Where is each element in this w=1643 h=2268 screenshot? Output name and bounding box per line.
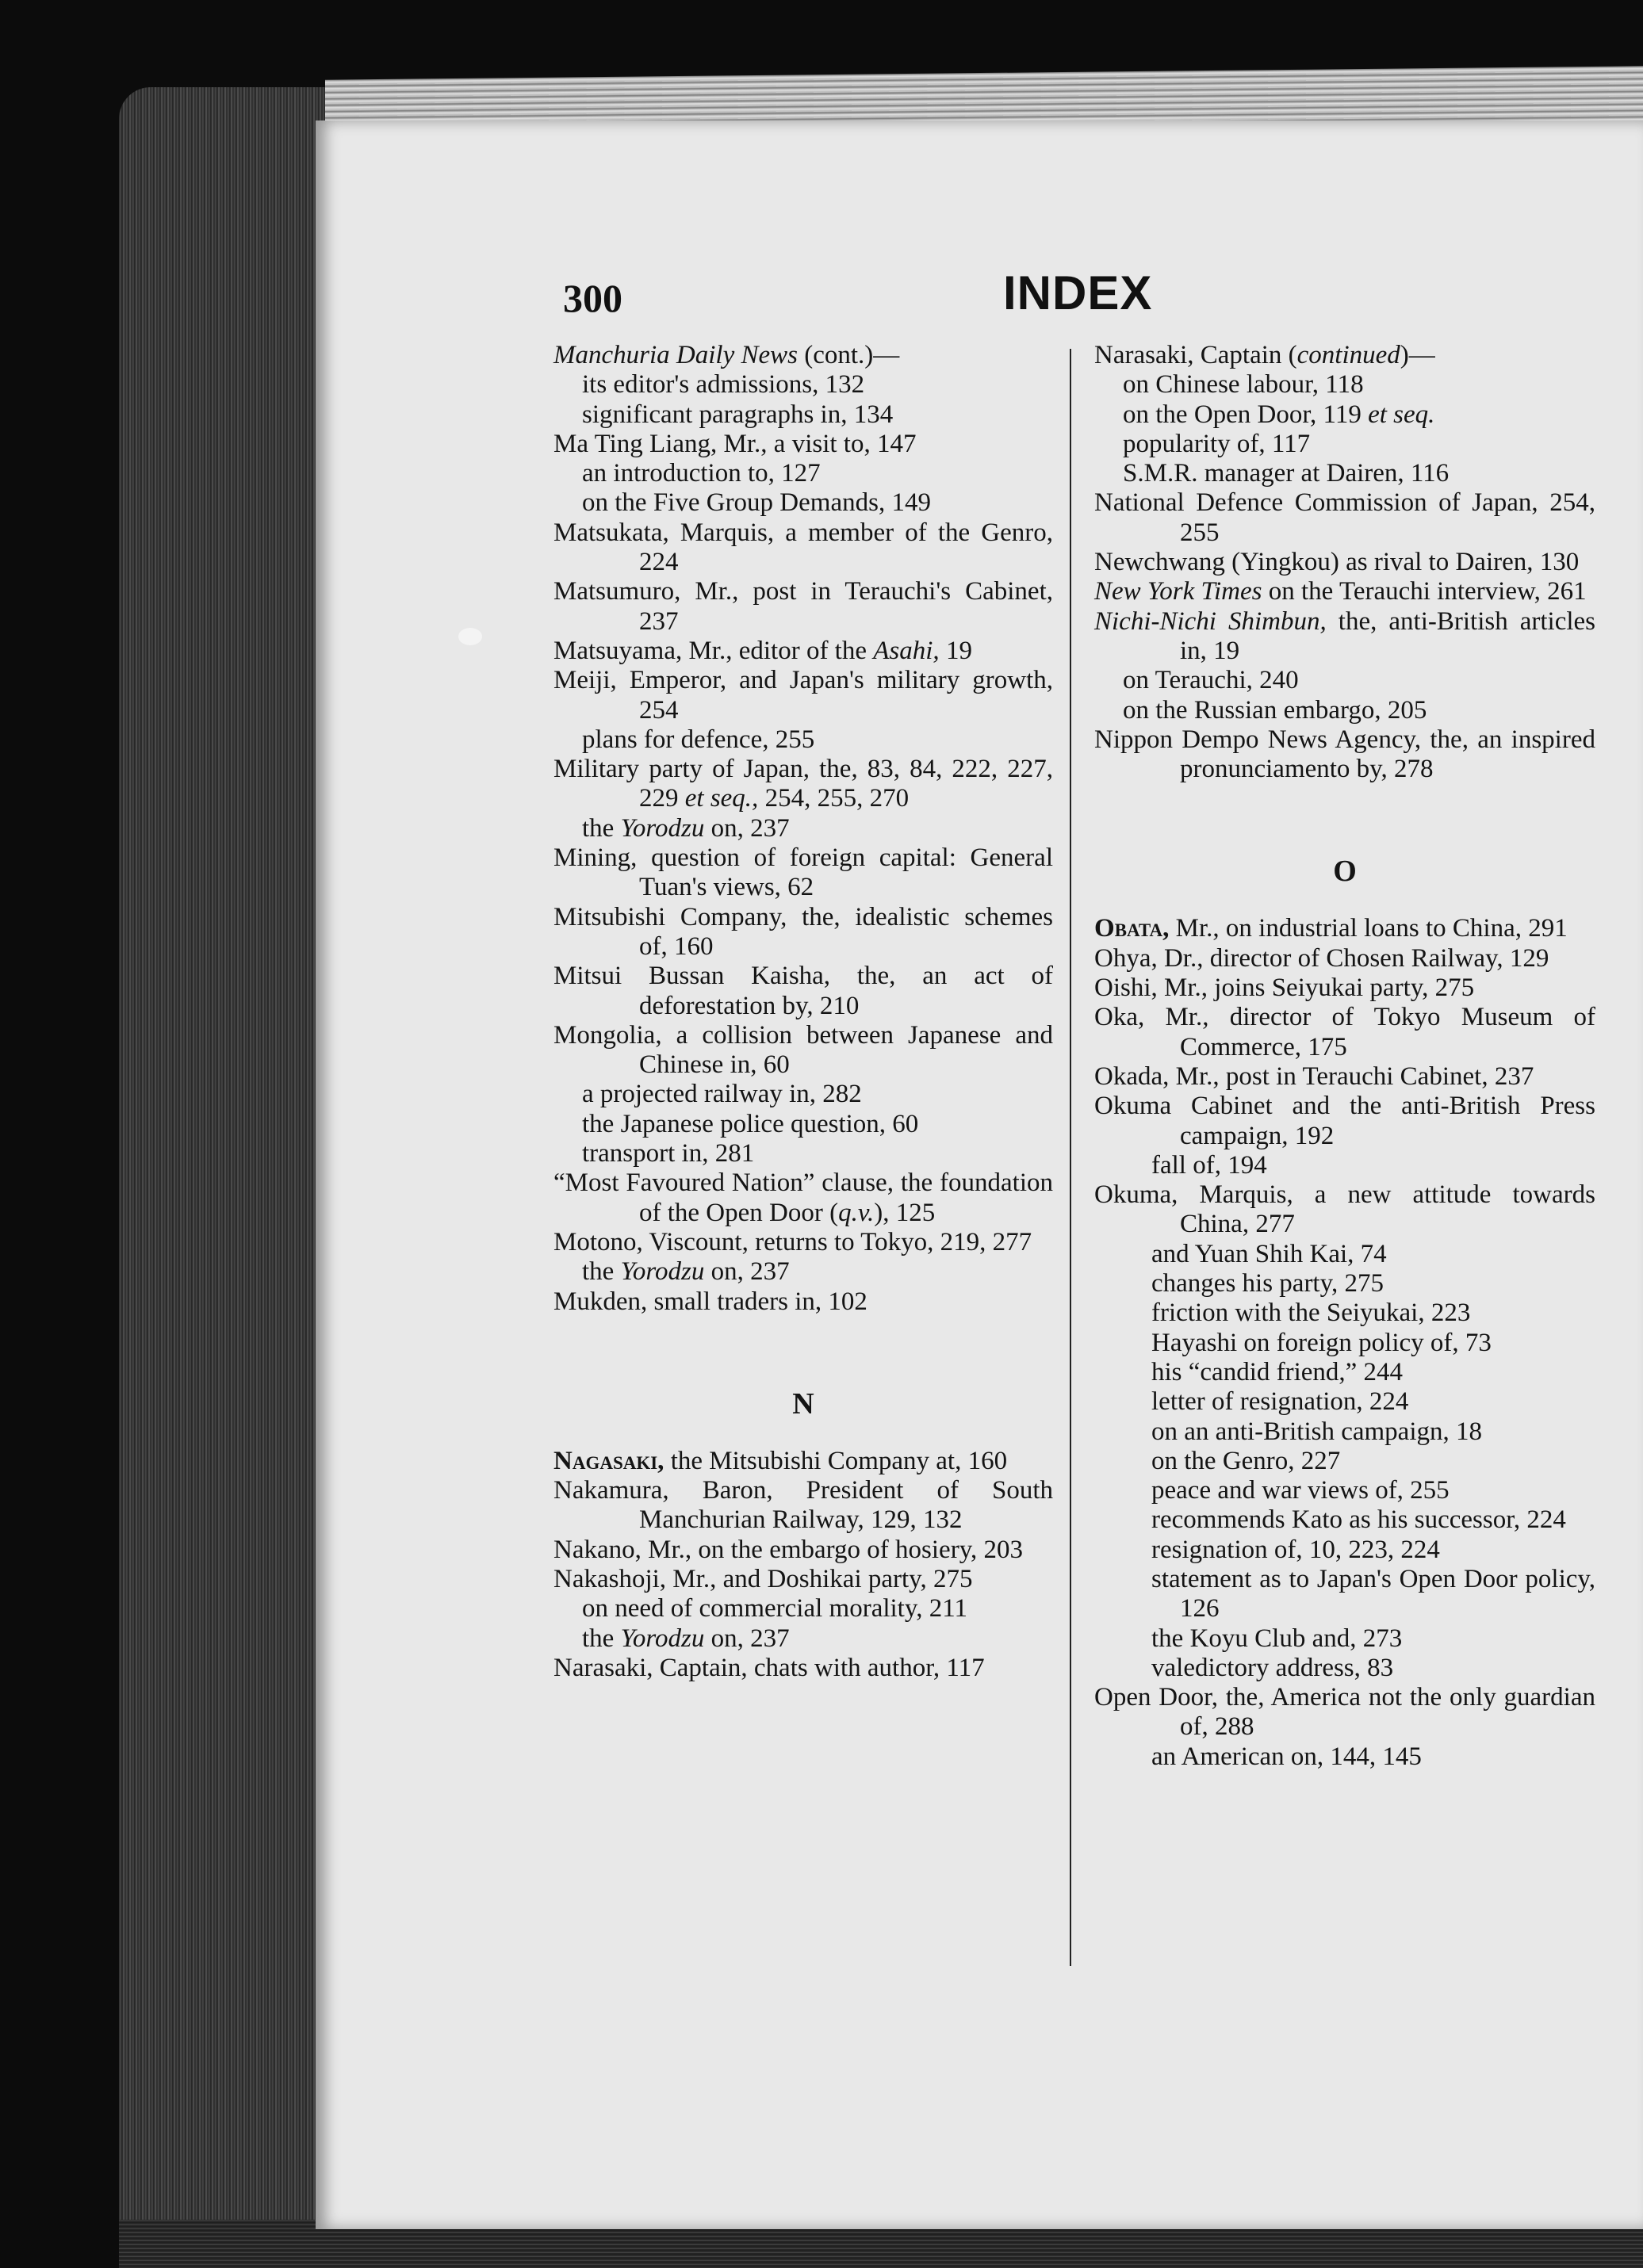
page-number: 300: [563, 276, 622, 320]
entry-text: on the Russian embargo, 205: [1123, 695, 1427, 725]
index-subentry: [1094, 1329, 1595, 1358]
entry-text: National Defence Commission of Japan, 254, 255: [1094, 488, 1595, 547]
index-entry: [1094, 607, 1595, 667]
entry-text: Yorodzu: [620, 1624, 705, 1653]
entry-text: Mr., on industrial loans to China, 291: [1169, 914, 1568, 943]
entry-text: Ohya, Dr., director of Chosen Railway, 129: [1094, 943, 1549, 973]
index-subentry: [553, 459, 1053, 488]
entry-text: Mongolia, a collision between Japanese and Chinese in, 60: [553, 1020, 1053, 1080]
index-entry: [1094, 725, 1595, 785]
index-subentry: [553, 814, 1053, 843]
entry-text: on Chinese labour, 118: [1123, 370, 1364, 400]
index-subentry: [1094, 1742, 1595, 1772]
entry-text: on need of commercial morality, 211: [582, 1594, 967, 1624]
entry-text: (cont.)—: [797, 341, 900, 369]
index-subentry: [1094, 1476, 1595, 1505]
entry-text: on Terauchi, 240: [1123, 666, 1299, 695]
entry-text: Nagasaki,: [553, 1446, 664, 1475]
entry-text: Yorodzu: [620, 1257, 705, 1287]
index-entry: [553, 755, 1053, 814]
index-entry: [1094, 488, 1595, 548]
entry-text: “Most Favoured Nation” clause, the foundation of the Open Door (: [553, 1168, 1053, 1227]
index-entry: [1094, 1683, 1595, 1742]
index-entry: [553, 843, 1053, 903]
index-entry: [1094, 914, 1595, 943]
entry-text: popularity of, 117: [1123, 429, 1311, 458]
index-entry: [553, 341, 1053, 370]
page-header: [0, 266, 1643, 329]
entry-text: Narasaki, Captain, chats with author, 117: [553, 1653, 985, 1682]
index-subentry: [1094, 370, 1595, 400]
index-entry: [553, 903, 1053, 962]
entry-text: Nichi-Nichi Shimbun,: [1094, 606, 1327, 636]
entry-text: Nippon Dempo News Agency, the, an inspired pronunciamento by, 278: [1094, 725, 1595, 784]
section-letter: [1094, 855, 1595, 887]
entry-text: on, 237: [704, 1624, 790, 1653]
paper-blemish: [458, 628, 482, 645]
entry-text: fall of, 194: [1151, 1150, 1267, 1180]
entry-text: Ma Ting Liang, Mr., a visit to, 147: [553, 429, 917, 458]
entry-text: on, 237: [704, 813, 790, 843]
index-subentry: [1094, 1624, 1595, 1654]
index-entry: [1094, 341, 1595, 370]
index-entry: [553, 1287, 1053, 1317]
index-entry: [553, 637, 1053, 666]
index-subentry: [553, 1624, 1053, 1654]
index-entry: [553, 1654, 1053, 1683]
entry-text: transport in, 281: [582, 1139, 755, 1168]
entry-text: on the Genro, 227: [1151, 1446, 1341, 1475]
entry-text: Oka, Mr., director of Tokyo Museum of Commerce, 175: [1094, 1003, 1595, 1061]
book-page-edges: [119, 87, 333, 2268]
entry-text: changes his party, 275: [1151, 1269, 1384, 1298]
index-subentry: [1094, 1505, 1595, 1535]
index-subentry: [553, 1139, 1053, 1168]
entry-text: and Yuan Shih Kai, 74: [1151, 1239, 1387, 1268]
entry-text: peace and war views of, 255: [1151, 1476, 1450, 1505]
index-subentry: [553, 370, 1053, 400]
entry-text: Okuma, Marquis, a new attitude towards China, 277: [1094, 1180, 1595, 1239]
entry-text: the: [582, 813, 621, 843]
entry-text: the Mitsubishi Company at, 160: [664, 1446, 1008, 1475]
entry-text: Matsuyama, Mr., editor of the: [553, 636, 874, 665]
entry-text: on, 237: [704, 1257, 790, 1287]
index-entry: [553, 962, 1053, 1021]
entry-text: on the Terauchi interview, 261: [1262, 577, 1587, 606]
index-entry: [1094, 1003, 1595, 1062]
entry-text: the Koyu Club and, 273: [1151, 1624, 1403, 1653]
index-subentry: [1094, 1536, 1595, 1565]
index-subentry: [553, 725, 1053, 755]
entry-text: Matsukata, Marquis, a member of the Genro, 224: [553, 518, 1053, 577]
index-subentry: [1094, 1417, 1595, 1447]
entry-text: Okuma Cabinet and the anti-British Press campaign, 192: [1094, 1092, 1595, 1150]
entry-text: Meiji, Emperor, and Japan's military growth, 254: [553, 666, 1053, 725]
page-title: INDEX: [1003, 266, 1153, 319]
index-subentry: [553, 1257, 1053, 1287]
index-subentry: [553, 1080, 1053, 1109]
index-subentry: [1094, 1269, 1595, 1298]
index-subentry: [1094, 1358, 1595, 1387]
index-entry: [553, 430, 1053, 459]
entry-text: friction with the Seiyukai, 223: [1151, 1298, 1471, 1328]
entry-text: its editor's admissions, 132: [582, 370, 865, 400]
index-entry: [553, 577, 1053, 637]
entry-text: Mining, question of foreign capital: General Tuan's views, 62: [553, 843, 1053, 902]
entry-text: et seq.: [1368, 400, 1435, 429]
column-divider: [1070, 349, 1071, 1966]
index-subentry: [553, 1110, 1053, 1139]
entry-text: Obata,: [1094, 914, 1170, 943]
entry-text: on the Five Group Demands, 149: [582, 488, 931, 518]
index-subentry: [553, 1594, 1053, 1624]
entry-text: Nakano, Mr., on the embargo of hosiery, 203: [553, 1535, 1024, 1564]
entry-text: statement as to Japan's Open Door policy, 126: [1151, 1564, 1595, 1624]
entry-text: Asahi,: [873, 636, 940, 665]
entry-text: New York Times: [1094, 577, 1262, 606]
entry-text: resignation of, 10, 223, 224: [1151, 1535, 1440, 1564]
entry-text: valedictory address, 83: [1151, 1653, 1394, 1682]
entry-text: Hayashi on foreign policy of, 73: [1151, 1328, 1492, 1357]
index-subentry: [1094, 1654, 1595, 1683]
entry-text: ), 125: [874, 1198, 936, 1227]
index-entry: [1094, 1062, 1595, 1092]
entry-text: Matsumuro, Mr., post in Terauchi's Cabinet, 237: [553, 577, 1053, 636]
entry-text: Oishi, Mr., joins Seiyukai party, 275: [1094, 973, 1475, 1003]
entry-text: et seq.,: [684, 784, 759, 813]
index-entry: [1094, 577, 1595, 606]
index-entry: [553, 518, 1053, 578]
entry-text: O: [1333, 855, 1357, 889]
entry-text: significant paragraphs in, 134: [582, 400, 894, 429]
index-subentry: [1094, 1240, 1595, 1269]
index-entry: [553, 1021, 1053, 1080]
entry-text: his “candid friend,” 244: [1151, 1357, 1404, 1386]
index-subentry: [1094, 1298, 1595, 1328]
index-entry: [553, 666, 1053, 725]
index-subentry: [1094, 1565, 1595, 1624]
index-entry: [1094, 973, 1595, 1003]
entry-text: S.M.R. manager at Dairen, 116: [1123, 459, 1450, 488]
entry-text: q.v.: [838, 1198, 875, 1227]
entry-text: Motono, Viscount, returns to Tokyo, 219, 277: [553, 1227, 1032, 1256]
entry-text: Open Door, the, America not the only guardian of, 288: [1094, 1683, 1595, 1742]
index-subentry: [553, 400, 1053, 430]
index-entry: [1094, 1180, 1595, 1240]
entry-text: Newchwang (Yingkou) as rival to Dairen, 130: [1094, 548, 1580, 577]
entry-text: a projected railway in, 282: [582, 1080, 862, 1109]
entry-text: letter of resignation, 224: [1151, 1387, 1409, 1417]
entry-text: )—: [1400, 341, 1435, 369]
index-entry: [553, 1476, 1053, 1536]
entry-text: 254, 255, 270: [758, 784, 910, 813]
entry-text: continued: [1296, 341, 1400, 369]
entry-text: recommends Kato as his successor, 224: [1151, 1505, 1566, 1535]
entry-text: Nakashoji, Mr., and Doshikai party, 275: [553, 1564, 973, 1593]
entry-text: the: [582, 1624, 621, 1653]
index-subentry: [1094, 696, 1595, 725]
entry-text: Yorodzu: [620, 813, 705, 843]
entry-text: Nakamura, Baron, President of South Manchurian Railway, 129, 132: [553, 1476, 1053, 1535]
entry-text: Manchuria Daily News: [553, 341, 798, 369]
index-entry: [553, 1565, 1053, 1594]
index-column-left: [553, 341, 1053, 1683]
entry-text: Mitsubishi Company, the, idealistic schemes of, 160: [553, 902, 1053, 961]
entry-text: Okada, Mr., post in Terauchi Cabinet, 237: [1094, 1061, 1534, 1091]
entry-text: plans for defence, 255: [582, 725, 815, 754]
entry-text: an American on, 144, 145: [1151, 1742, 1422, 1771]
index-entry: [553, 1536, 1053, 1565]
section-letter: [553, 1388, 1053, 1420]
index-column-right: [1094, 341, 1595, 1772]
index-subentry: [553, 488, 1053, 518]
entry-text: the: [582, 1257, 621, 1287]
index-subentry: [1094, 1447, 1595, 1476]
entry-text: N: [792, 1386, 814, 1421]
index-subentry: [1094, 459, 1595, 488]
entry-text: on the Open Door, 119: [1123, 400, 1369, 429]
entry-text: 19: [939, 636, 972, 665]
entry-text: Military party of Japan, the, 83, 84, 222, 227, 229: [553, 755, 1053, 813]
entry-text: an introduction to, 127: [582, 459, 821, 488]
index-entry: [1094, 944, 1595, 973]
entry-text: the Japanese police question, 60: [582, 1109, 919, 1138]
index-entry: [553, 1168, 1053, 1228]
index-entry: [553, 1447, 1053, 1476]
entry-text: the, anti-British articles in, 19: [1180, 606, 1595, 665]
entry-text: Mukden, small traders in, 102: [553, 1287, 867, 1316]
index-subentry: [1094, 1151, 1595, 1180]
entry-text: on an anti-British campaign, 18: [1151, 1417, 1482, 1446]
entry-text: Narasaki, Captain (: [1094, 341, 1297, 369]
index-subentry: [1094, 666, 1595, 695]
index-subentry: [1094, 400, 1595, 430]
entry-text: Mitsui Bussan Kaisha, the, an act of deforestation by, 210: [553, 962, 1053, 1020]
index-subentry: [1094, 1387, 1595, 1417]
index-subentry: [1094, 430, 1595, 459]
index-entry: [553, 1228, 1053, 1257]
index-entry: [1094, 548, 1595, 577]
index-entry: [1094, 1092, 1595, 1151]
